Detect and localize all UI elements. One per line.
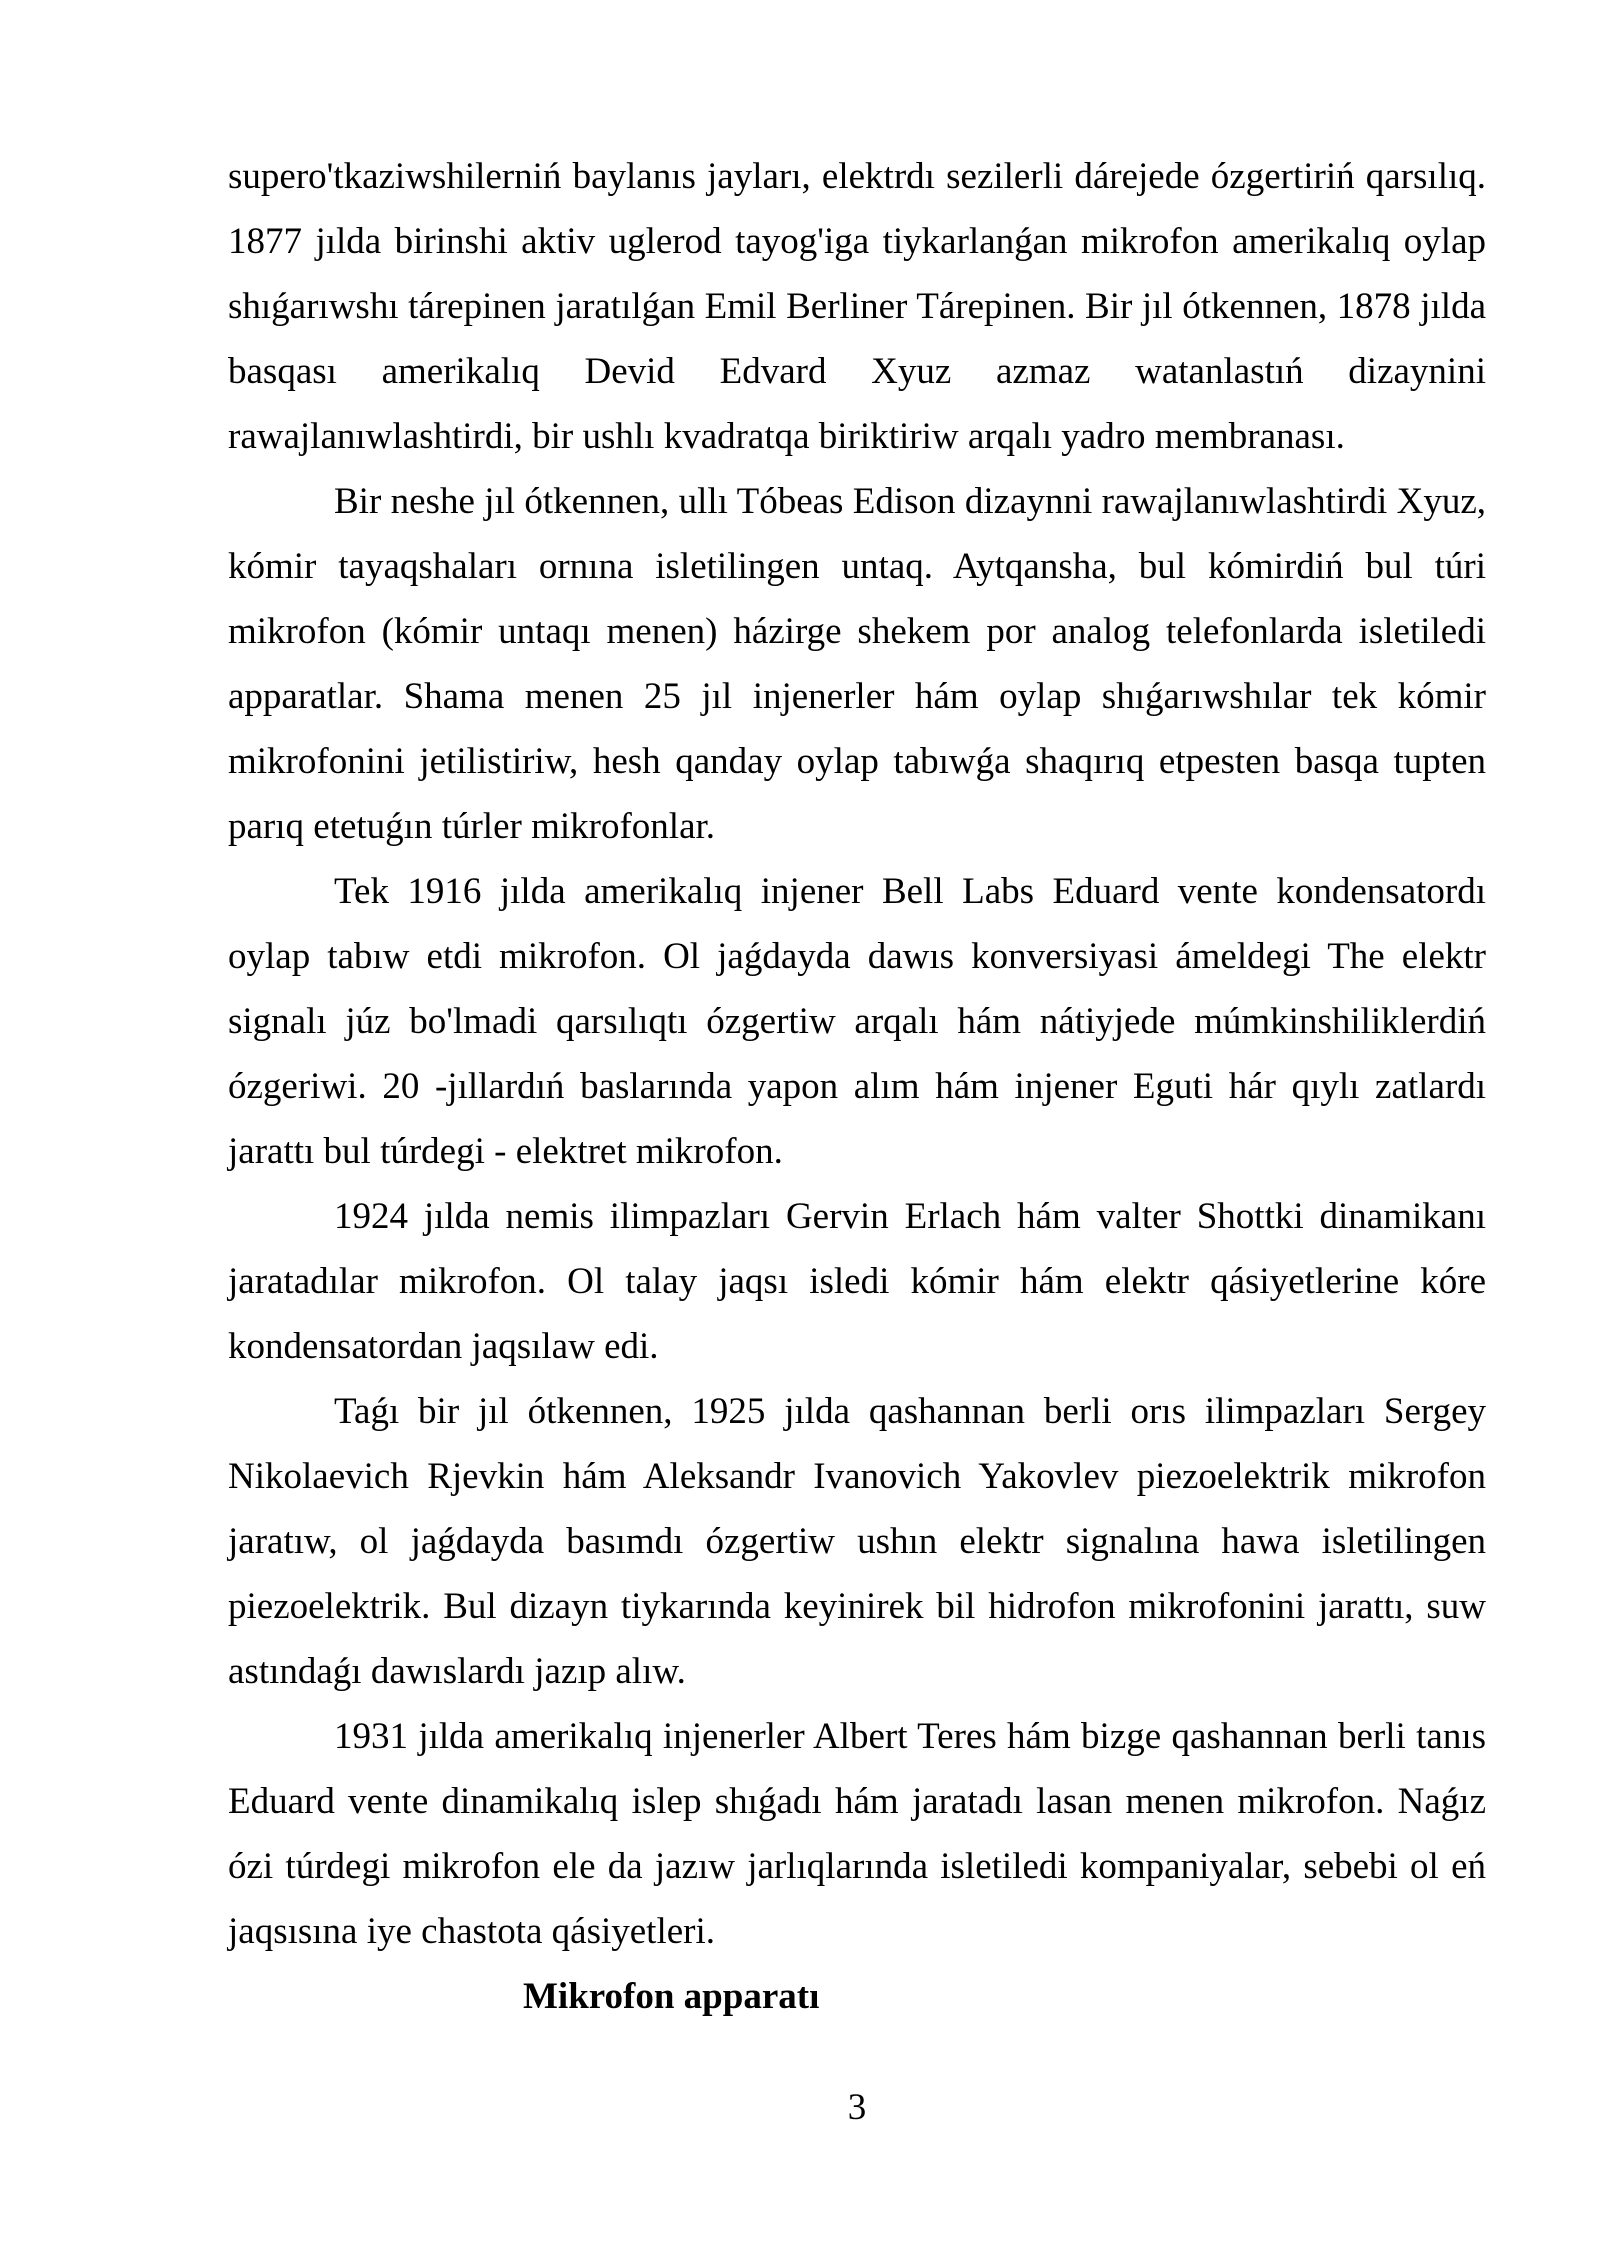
text-line: shıǵarıwshı tárepinen jaratılǵan Emil Berliner Tárepinen. Bir jıl ótkennen, 1878 jılda bbox=[228, 286, 1486, 327]
text-line: Nikolaevich Rjevkin hám Aleksandr Ivanovich Yakovlev piezoelektrik mikrofon bbox=[228, 1456, 1486, 1497]
body-paragraph bbox=[228, 1704, 1486, 1964]
text-line: signalı júz bo'lmadi qarsılıqtı ózgertiw arqalı hám nátiyjede múmkinshiliklerdiń bbox=[228, 1001, 1486, 1042]
page-number: 3 bbox=[847, 2087, 867, 2128]
text-line: piezoelektrik. Bul dizayn tiykarında keyinirek bil hidrofon mikrofonini jarattı, suw bbox=[228, 1586, 1486, 1627]
text-line: ózi túrdegi mikrofon ele da jazıw jarlıqlarında isletiledi kompaniyalar, sebebi ol eń bbox=[228, 1846, 1486, 1887]
text-line: Eduard vente dinamikalıq islep shıǵadı hám jaratadı lasan menen mikrofon. Naǵız bbox=[228, 1781, 1486, 1822]
text-line: Taǵı bir jıl ótkennen, 1925 jılda qashannan berli orıs ilimpazları Sergey bbox=[334, 1391, 1486, 1432]
text-line: astındaǵı dawıslardı jazıp alıw. bbox=[228, 1651, 686, 1692]
text-line: parıq etetuǵın túrler mikrofonlar. bbox=[228, 806, 716, 847]
text-line: mikrofon (kómir untaqı menen) házirge shekem por analog telefonlarda isletiledi bbox=[228, 611, 1486, 652]
text-line: Bir neshe jıl ótkennen, ullı Tóbeas Edison dizaynni rawajlanıwlashtirdi Xyuz, bbox=[334, 481, 1486, 522]
page-body-text bbox=[228, 144, 1486, 2029]
text-line: jaratadılar mikrofon. Ol talay jaqsı isledi kómir hám elektr qásiyetlerine kóre bbox=[228, 1261, 1486, 1302]
text-line: jaqsısına iye chastota qásiyetleri. bbox=[228, 1911, 716, 1952]
text-line: kondensatordan jaqsılaw edi. bbox=[228, 1326, 659, 1367]
text-line: mikrofonini jetilistiriw, hesh qanday oylap tabıwǵa shaqırıq etpesten basqa tupten bbox=[228, 741, 1486, 782]
text-line: supero'tkaziwshilerniń baylanıs jayları, elektrdı sezilerli dárejede ózgertiriń qarsılıq. bbox=[228, 156, 1486, 197]
text-line: oylap tabıw etdi mikrofon. Ol jaǵdayda dawıs konversiyasi ámeldegi The elektr bbox=[228, 936, 1486, 977]
body-paragraph bbox=[228, 144, 1486, 469]
text-line: 1924 jılda nemis ilimpazları Gervin Erlach hám valter Shottki dinamikanı bbox=[334, 1196, 1486, 1237]
text-line: kómir tayaqshaları ornına isletilingen untaq. Aytqansha, bul kómirdiń bul túri bbox=[228, 546, 1486, 587]
text-line: Tek 1916 jılda amerikalıq injener Bell Labs Eduard vente kondensatordı bbox=[334, 871, 1486, 912]
text-line: apparatlar. Shama menen 25 jıl injenerler hám oylap shıǵarıwshılar tek kómir bbox=[228, 676, 1486, 717]
body-paragraph bbox=[228, 1379, 1486, 1704]
text-line: jaratıw, ol jaǵdayda basımdı ózgertiw ushın elektr signalına hawa isletilingen bbox=[228, 1521, 1486, 1562]
body-paragraph bbox=[228, 859, 1486, 1184]
text-line: ózgeriwi. 20 -jıllardıń baslarında yapon alım hám injener Eguti hár qıylı zatlardı bbox=[228, 1066, 1486, 1107]
text-line: 1931 jılda amerikalıq injenerler Albert Teres hám bizge qashannan berli tanıs bbox=[334, 1716, 1486, 1757]
text-line: rawajlanıwlashtirdi, bir ushlı kvadratqa biriktiriw arqalı yadro membranası. bbox=[228, 416, 1345, 457]
text-line: 1877 jılda birinshi aktiv uglerod tayog'iga tiykarlanǵan mikrofon amerikalıq oylap bbox=[228, 221, 1486, 262]
body-paragraph bbox=[228, 469, 1486, 859]
text-line: jarattı bul túrdegi - elektret mikrofon. bbox=[228, 1131, 783, 1172]
body-paragraph bbox=[228, 1184, 1486, 1379]
text-line: basqası amerikalıq Devid Edvard Xyuz azmaz watanlastıń dizaynini bbox=[228, 351, 1486, 392]
section-heading: Mikrofon apparatı bbox=[523, 1976, 820, 2017]
